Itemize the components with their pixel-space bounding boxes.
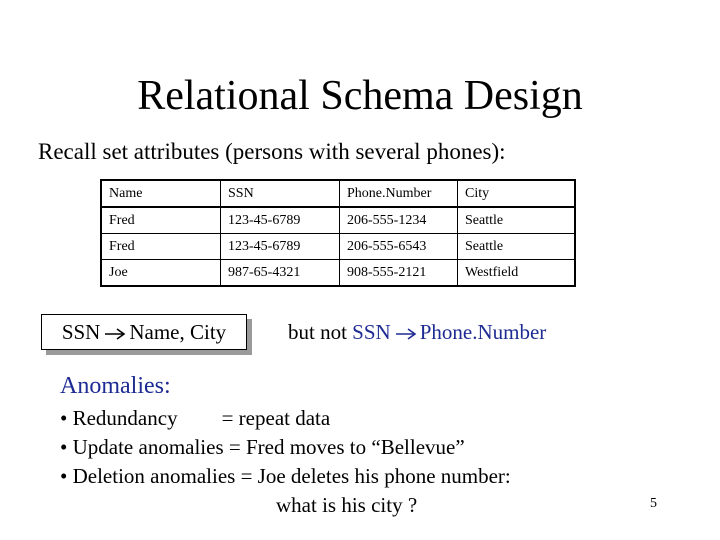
bullet: • — [60, 464, 68, 488]
table-header-cell: Name — [101, 180, 221, 207]
table-header-cell: Phone.Number — [340, 180, 458, 207]
anomaly-definition: = repeat data — [221, 406, 331, 430]
table-cell: 123-45-6789 — [221, 207, 340, 234]
anomalies-list — [60, 404, 511, 520]
bullet: • — [60, 435, 68, 459]
table-header-cell: City — [458, 180, 576, 207]
anomaly-continuation: what is his city ? — [276, 493, 418, 517]
anomaly-definition: = Joe deletes his phone number: — [240, 464, 511, 488]
table-cell: Fred — [101, 234, 221, 260]
functional-dependency-box — [41, 314, 247, 350]
table-cell: 908-555-2121 — [340, 260, 458, 287]
not-fd-prefix: but not — [288, 320, 347, 344]
anomaly-definition: = Fred moves to “Bellevue” — [228, 435, 465, 459]
table-cell: Seattle — [458, 207, 576, 234]
anomaly-term: Update anomalies — [72, 435, 224, 459]
table-row — [101, 207, 575, 234]
table-cell: Fred — [101, 207, 221, 234]
table-cell: Joe — [101, 260, 221, 287]
table-row — [101, 260, 575, 287]
not-fd-lhs: SSN — [352, 320, 391, 344]
list-item — [60, 404, 511, 433]
table-header-cell: SSN — [221, 180, 340, 207]
intro-text: Recall set attributes (persons with several phones): — [38, 139, 506, 164]
anomalies-heading: Anomalies: — [60, 373, 171, 399]
list-item — [60, 462, 511, 491]
right-arrow-icon — [395, 327, 417, 341]
non-dependency-text — [288, 318, 546, 346]
table-row — [101, 234, 575, 260]
page-number: 5 — [650, 496, 657, 511]
fd-lhs: SSN — [61, 320, 101, 344]
persons-table — [100, 179, 576, 287]
anomaly-term: Redundancy — [72, 406, 178, 430]
bullet: • — [60, 406, 68, 430]
anomaly-term: Deletion anomalies — [72, 464, 236, 488]
right-arrow-icon — [104, 327, 126, 341]
list-item — [60, 433, 511, 462]
not-fd-rhs: Phone.Number — [419, 320, 547, 344]
table-cell: Westfield — [458, 260, 576, 287]
table-header-row — [101, 180, 575, 207]
table-cell: 987-65-4321 — [221, 260, 340, 287]
table-cell: 123-45-6789 — [221, 234, 340, 260]
table-cell: 206-555-6543 — [340, 234, 458, 260]
fd-rhs: Name, City — [129, 320, 227, 344]
table-cell: Seattle — [458, 234, 576, 260]
slide-title: Relational Schema Design — [137, 73, 583, 119]
table-cell: 206-555-1234 — [340, 207, 458, 234]
